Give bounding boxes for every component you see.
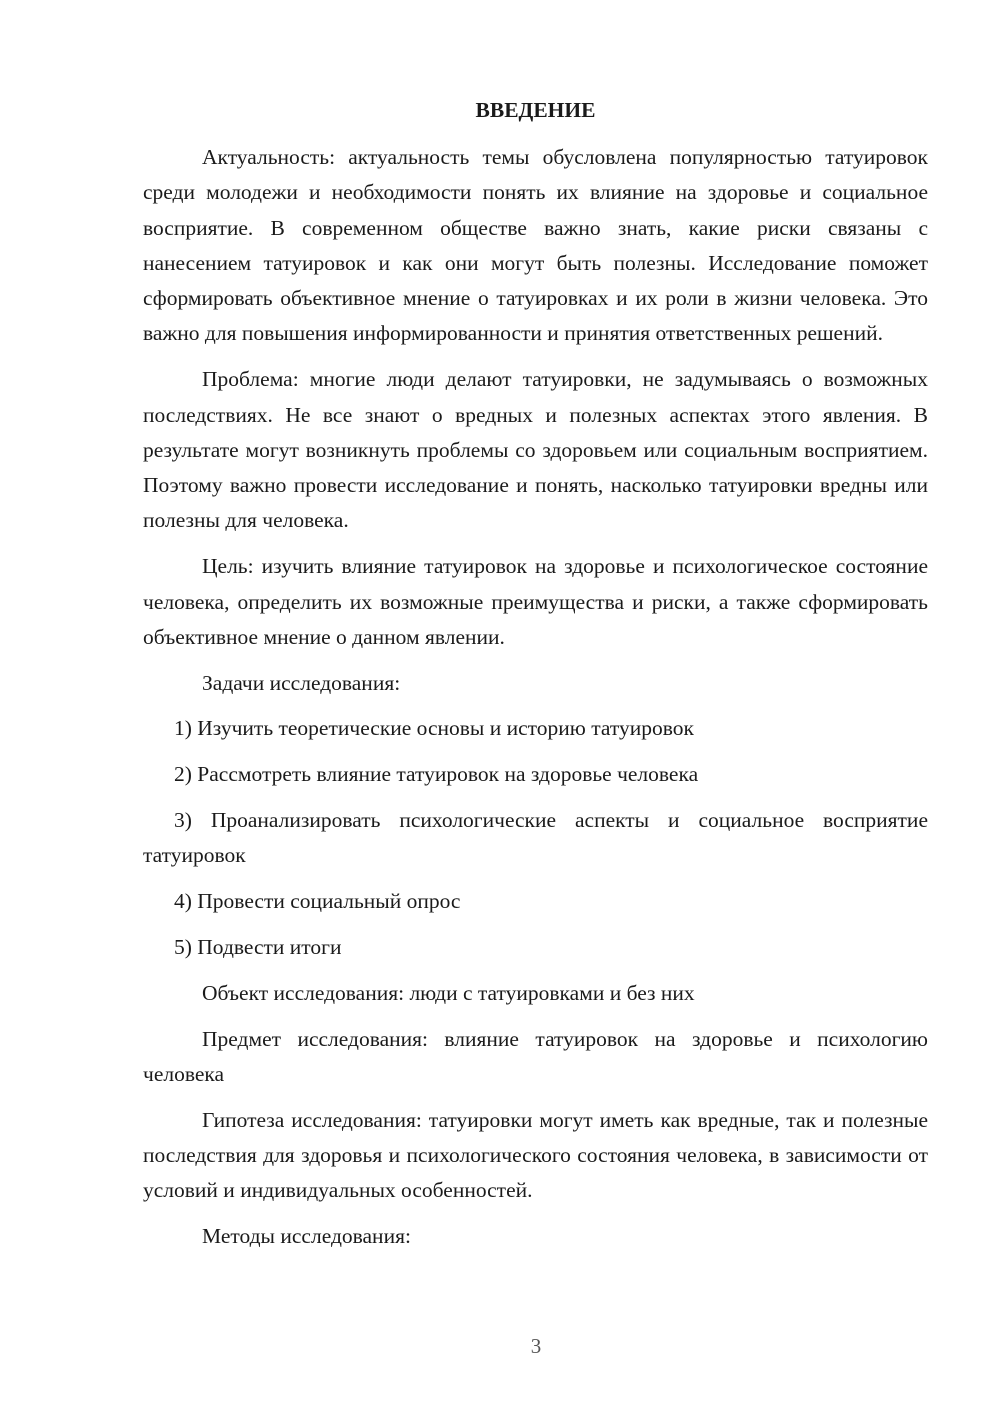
- document-page: [143, 93, 928, 1254]
- page-number: 3: [530, 1334, 542, 1358]
- task-item-1: 1) Изучить теоретические основы и историю татуировок: [174, 716, 694, 741]
- section-heading: ВВЕДЕНИЕ: [475, 98, 596, 122]
- paragraph-subject: Предмет исследования: влияние татуировок на здоровье и психологию человека: [143, 1026, 928, 1086]
- task-item-5: 5) Подвести итоги: [174, 934, 342, 959]
- paragraph-hypothesis: Гипотеза исследования: татуировки могут иметь как вредные, так и полезные последствия для здоровья и психологического состояния человека, в зависимости от условий и индивидуальных особенностей.: [143, 1107, 928, 1203]
- paragraph-relevance: Актуальность: актуальность темы обусловлена популярностью татуировок среди молодежи и необходимости понять их влияние на здоровье и социальное восприятие. В современном обществе важно знать, какие риски связаны с нанесением татуировок и как они могут быть полезны. Исследование поможет сформировать объективное мнение о татуировках и их роли в жизни человека. Это важно для повышения информированности и принятия ответственных решений.: [143, 145, 928, 346]
- paragraph-problem: Проблема: многие люди делают татуировки, не задумываясь о возможных последствиях. Не все знают о вредных и полезных аспектах этого явления. В результате могут возникнуть проблемы со здоровьем или социальным восприятием. Поэтому важно провести исследование и понять, насколько татуировки вредны или полезны для человека.: [143, 367, 928, 533]
- task-item-4: 4) Провести социальный опрос: [174, 889, 461, 914]
- paragraph-methods: Методы исследования:: [202, 1224, 411, 1249]
- paragraph-goal: Цель: изучить влияние татуировок на здоровье и психологическое состояние человека, определить их возможные преимущества и риски, а также сформировать объективное мнение о данном явлении.: [143, 554, 928, 649]
- paragraph-object: Объект исследования: люди с татуировками и без них: [202, 980, 695, 1005]
- paragraph-tasks-heading: Задачи исследования:: [202, 670, 401, 695]
- task-item-2: 2) Рассмотреть влияние татуировок на здоровье человека: [174, 762, 699, 787]
- task-item-3: 3) Проанализировать психологические аспекты и социальное восприятие татуировок: [143, 808, 928, 868]
